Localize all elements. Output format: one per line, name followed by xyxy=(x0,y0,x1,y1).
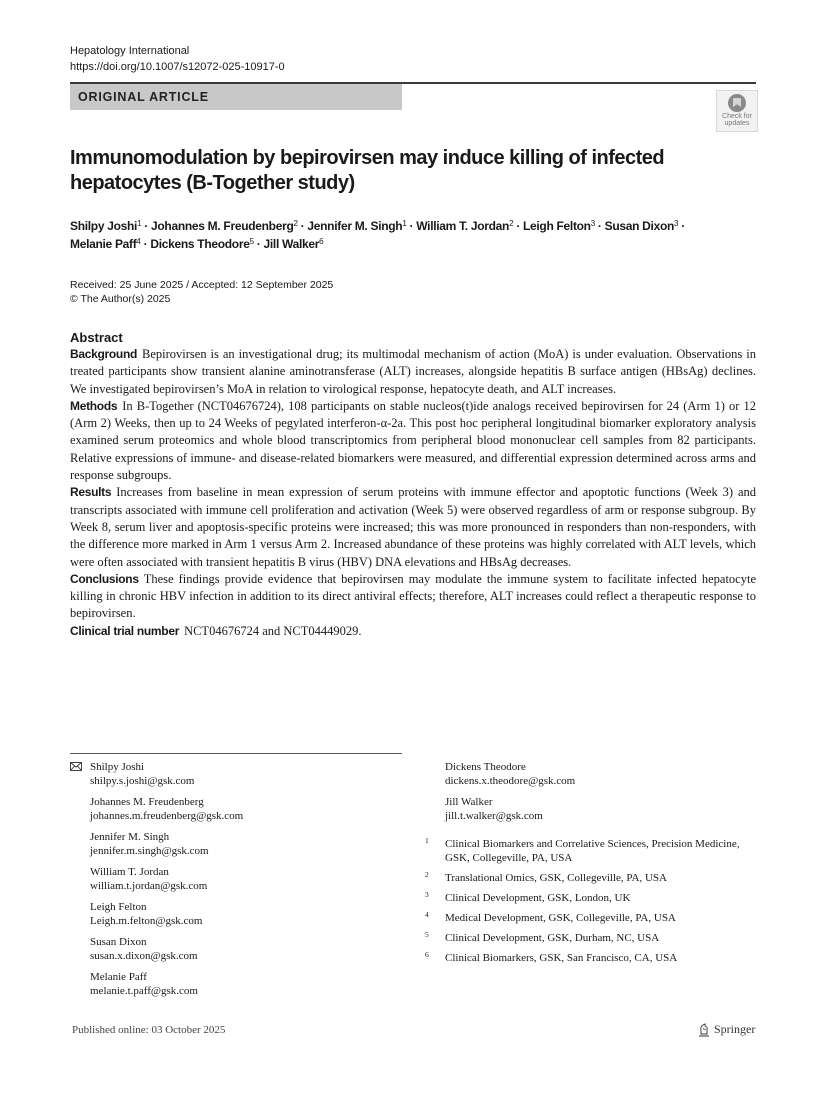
email-link[interactable]: jennifer.m.singh@gsk.com xyxy=(90,845,209,857)
contact-entry: William T. Jordan william.t.jordan@gsk.com xyxy=(90,866,208,892)
contact-entry: Leigh Felton Leigh.m.felton@gsk.com xyxy=(90,901,203,927)
contact-entry: Dickens Theodore dickens.x.theodore@gsk.com xyxy=(445,761,576,787)
email-link[interactable]: william.t.jordan@gsk.com xyxy=(90,880,208,892)
journal-name: Hepatology International xyxy=(70,45,190,57)
abstract-conclusions: Conclusions These findings provide evidence that bepirovirsen may modulate the immune system to facilitate infected hepatocyte killing in chronic HBV infection in addition to its direct antiviral effects; therefore, ALT increases could reflect a therapeutic response to bepirovirsen. xyxy=(70,571,756,621)
envelope-icon xyxy=(70,762,82,771)
author[interactable]: Susan Dixon$^3$ xyxy=(604,219,679,233)
email-link[interactable]: dickens.x.theodore@gsk.com xyxy=(445,775,576,787)
affiliation: 2 Translational Omics, GSK, Collegeville, PA, USA xyxy=(425,870,667,884)
publisher-name: Springer xyxy=(714,1022,756,1036)
affiliations-list xyxy=(425,837,765,971)
email-link[interactable]: shilpy.s.joshi@gsk.com xyxy=(90,775,195,787)
springer-knight-icon xyxy=(698,1023,710,1037)
email-link[interactable]: melanie.t.paff@gsk.com xyxy=(90,985,198,997)
contact-entry: Johannes M. Freudenberg johannes.m.freudenberg@gsk.com xyxy=(90,796,244,822)
published-online-date: Published online: 03 October 2025 xyxy=(72,1024,226,1036)
contact-entry: Shilpy Joshi shilpy.s.joshi@gsk.com xyxy=(90,761,195,787)
author[interactable]: Leigh Felton$^3$ xyxy=(522,219,595,233)
abstract-results: Results Increases from baseline in mean expression of serum proteins with immune effector and apoptotic functions (Week 3) and transcripts associated with immune cell proliferation and activation (Week 5) were observed regardless of arm or response subgroup. By Week 8, serum liver and apoptosis-specific proteins were increased; this was more pronounced in responders than non-responders, with the difference more marked in Arm 1 versus Arm 2. Increased abundance of these proteins was highly correlated with ALT levels, which were often associated with transient hepatitis B virus (HBV) DNA elevations and HBsAg decreases. xyxy=(70,485,756,569)
affiliation: 5 Clinical Development, GSK, Durham, NC, USA xyxy=(425,930,660,944)
author[interactable]: Dickens Theodore$^5$ xyxy=(150,237,254,251)
doi-link[interactable]: https://doi.org/10.1007/s12072-025-10917-0 xyxy=(70,61,285,73)
author[interactable]: Jennifer M. Singh$^1$ xyxy=(307,219,407,233)
email-link[interactable]: johannes.m.freudenberg@gsk.com xyxy=(90,810,244,822)
received-accepted-dates: Received: 25 June 2025 / Accepted: 12 September 2025 xyxy=(70,279,334,291)
email-link[interactable]: Leigh.m.felton@gsk.com xyxy=(90,915,203,927)
affiliation: 6 Clinical Biomarkers, GSK, San Francisco, CA, USA xyxy=(425,950,678,964)
affiliation: 4 Medical Development, GSK, Collegeville, PA, USA xyxy=(425,910,676,924)
author[interactable]: Jill Walker$^6$ xyxy=(263,237,324,251)
abstract-heading: Abstract xyxy=(70,330,123,345)
check-updates-label: Check for updates xyxy=(722,113,752,127)
contact-entry: Melanie Paff melanie.t.paff@gsk.com xyxy=(90,971,198,997)
author[interactable]: Melanie Paff$^4$ xyxy=(70,237,141,251)
email-link[interactable]: jill.t.walker@gsk.com xyxy=(445,810,543,822)
abstract-background: Background Bepirovirsen is an investigational drug; its multimodal mechanism of action (MoA) is under evaluation. Observations in treated participants show transient alanine aminotransferase (ALT) increases, alongside hepatitis B surface antigen (HBsAg) declines. We investigated bepirovirsen’s MoA in relation to virological response, hepatocyte death, and ALT increases. xyxy=(70,347,756,396)
email-link[interactable]: susan.x.dixon@gsk.com xyxy=(90,950,198,962)
abstract-methods: Methods In B-Together (NCT04676724), 108 participants on stable nucleos(t)ide analogs received bepirovirsen for 24 (Arm 1) or 12 (Arm 2) Weeks, then up to 24 Weeks of pegylated interferon-α-2a. This post hoc peripheral longitudinal biomarker exploratory analysis examined serum proteomics and whole blood transcriptomics from peripheral blood mononuclear cell samples from 82 participants. Relative expressions of immune- and disease-related biomarkers were measured, and differential expression determined across arms and response subgroups. xyxy=(70,398,756,483)
check-for-updates-button[interactable] xyxy=(716,90,758,132)
contact-entry: Jill Walker jill.t.walker@gsk.com xyxy=(445,796,543,822)
article-type-label: ORIGINAL ARTICLE xyxy=(78,90,209,104)
publisher-logo xyxy=(698,1022,755,1037)
author-list: Shilpy Joshi$^1$ · Johannes M. Freudenberg$^2$ · Jennifer M. Singh$^1$ · William T. Jordan$^2$ · Leigh Felton$^3$ · Susan Dixon$^3$ · Melanie Paff$^4$ · Dickens Theodore$^5$ · Jill Walker$^6$ xyxy=(70,219,685,251)
contact-entry: Susan Dixon susan.x.dixon@gsk.com xyxy=(90,936,198,962)
footnote-rule xyxy=(70,753,402,754)
affiliation: 3 Clinical Development, GSK, London, UK xyxy=(425,890,631,904)
author[interactable]: William T. Jordan$^2$ xyxy=(416,219,514,233)
bookmark-icon xyxy=(728,94,746,112)
article-type-banner xyxy=(70,84,402,110)
abstract-body xyxy=(70,346,756,640)
contact-entry: Jennifer M. Singh jennifer.m.singh@gsk.com xyxy=(90,831,209,857)
corresponding-contacts-continued xyxy=(445,760,765,830)
article-title: Immunomodulation by bepirovirsen may induce killing of infected hepatocytes (B-Together study) xyxy=(70,147,665,194)
corresponding-contacts xyxy=(90,760,410,1005)
author[interactable]: Johannes M. Freudenberg$^2$ xyxy=(151,219,298,233)
copyright-notice: © The Author(s) 2025 xyxy=(70,293,171,305)
abstract-trial-number: Clinical trial number NCT04676724 and NCT04449029. xyxy=(70,623,362,638)
author[interactable]: Shilpy Joshi$^1$ xyxy=(70,219,142,233)
affiliation: 1 Clinical Biomarkers and Correlative Sciences, Precision Medicine, GSK, Collegeville, PA, USA xyxy=(425,836,740,864)
